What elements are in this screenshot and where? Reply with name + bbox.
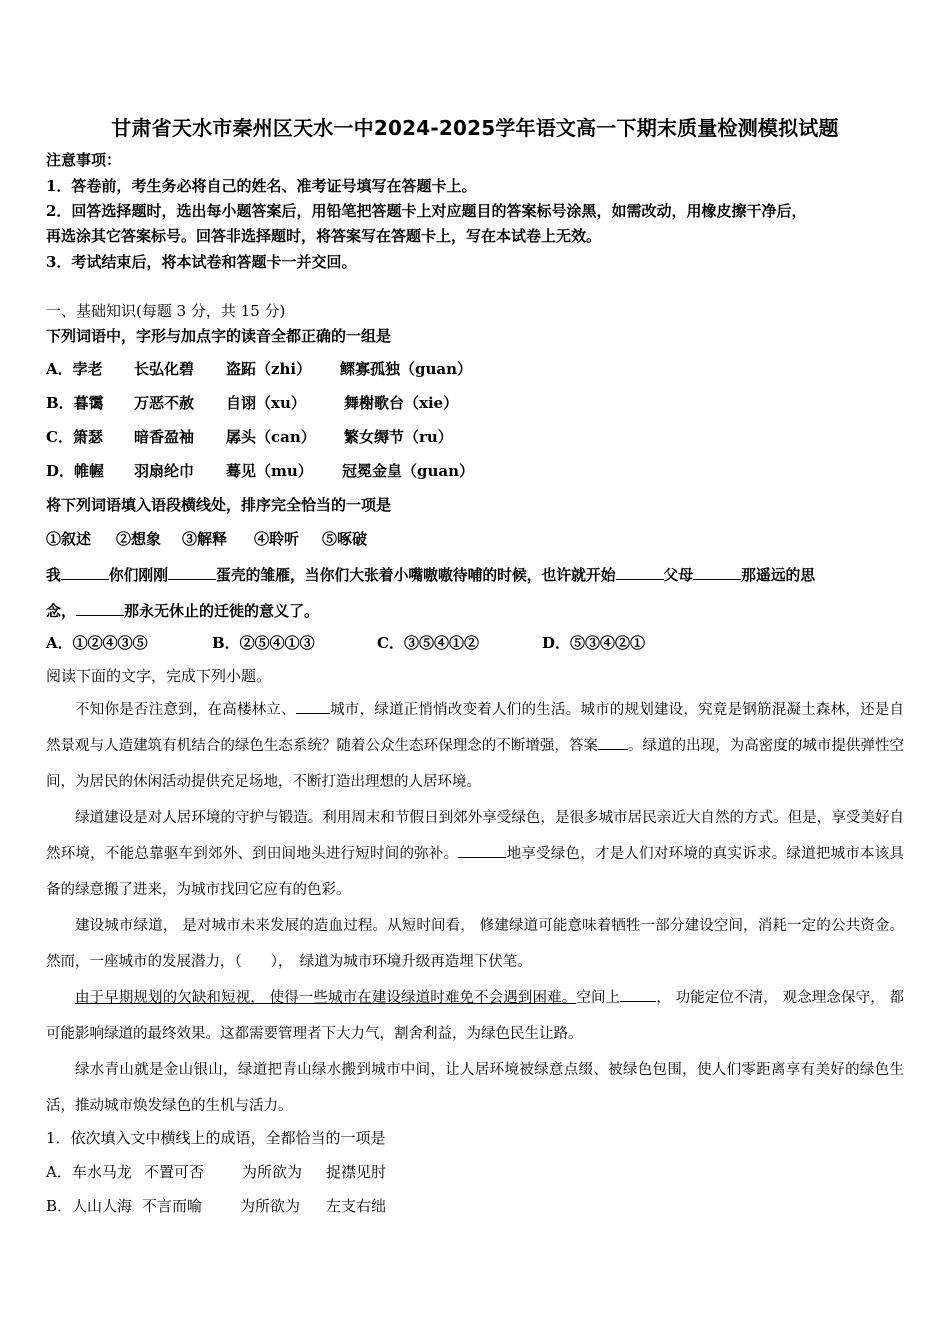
q1-option-a	[46, 359, 472, 379]
sentence-part: 念，	[46, 602, 77, 620]
word-item: ④聆听	[254, 530, 300, 548]
reading-paragraph-1	[46, 692, 904, 800]
option-text: C．箫瑟	[46, 428, 103, 446]
option-text: 冠冕金皇（guan）	[342, 462, 475, 480]
answer-blank	[620, 985, 656, 1002]
option-text: 捉襟见肘	[326, 1163, 387, 1181]
q1-option-d	[46, 461, 474, 481]
option-text: 为所欲为	[242, 1163, 303, 1181]
answer-blank	[168, 563, 216, 580]
option-text: 长弘化碧	[134, 360, 195, 378]
option-text: D．帷幄	[46, 462, 105, 480]
paragraph-text: ， 功能定位不清， 观念理念保守， 都可能影响绿道的最终效果。这都需要管理者下大力气，割舍利益，为绿色民生让路。	[46, 990, 905, 1042]
option-text: A．①②④③⑤	[46, 634, 148, 652]
option-text: 为所欲为	[240, 1197, 301, 1215]
q2-sentence-line2	[46, 599, 319, 621]
paragraph-text: 地享受绿色，才是人们对环境的真实诉求。绿道把城市本该具备的绿意搬了进来，为城市找回它应有的色彩。	[46, 846, 905, 898]
answer-blank	[61, 563, 109, 580]
sentence-part: 父母	[663, 567, 694, 584]
section-heading: 一、基础知识(每题 3 分，共 15 分)	[46, 302, 286, 320]
option-text: 自诩（xu）	[226, 394, 306, 412]
q1-option-c	[46, 427, 453, 447]
paragraph-text: 不知你是否注意到，在高楼林立、	[75, 702, 296, 718]
reading-paragraph-2	[46, 800, 904, 908]
option-text: B．②⑤④①③	[212, 634, 315, 652]
question-stem: 将下列词语填入语段横线处，排序完全恰当的一项是	[46, 496, 392, 514]
reading-paragraph-4	[46, 980, 904, 1052]
option-text: 繁女缛节（ru）	[344, 428, 453, 446]
option-text: 鳏寡孤独（guan）	[340, 360, 473, 378]
option-text: 孱头（can）	[226, 428, 316, 446]
reading-paragraph-5: 绿水青山就是金山银山，绿道把青山绿水搬到城市中间，让人居环境被绿意点缀、被绿色包围，使人们零距离享有美好的绿色生活，推动城市焕发绿色的生机与活力。	[46, 1062, 904, 1114]
word-item: ①叙述	[46, 530, 92, 548]
page-title: 甘肃省天水市秦州区天水一中2024-2025学年语文高一下期末质量检测模拟试题	[111, 116, 839, 140]
option-text: 盗跖（zhi）	[226, 360, 312, 378]
notice-heading: 注意事项：	[46, 151, 122, 169]
word-item: ⑤啄破	[322, 530, 368, 548]
q2-word-list	[46, 529, 367, 549]
sentence-part: 我	[46, 567, 61, 584]
q1-option-b	[46, 393, 458, 413]
notice-item: 3．考试结束后，将本试卷和答题卡一并交回。	[46, 253, 357, 271]
sentence-part: 你们刚刚	[108, 567, 169, 584]
paragraph-text: 。绿道的出现，为高密度的城市提供弹性空间，为居民的休闲活动提供充足场地，不断打造出理想的人居环境。	[46, 738, 904, 790]
option-text: 蓦见（mu）	[226, 462, 313, 480]
question-stem: 下列词语中，字形与加点字的读音全都正确的一组是	[46, 327, 392, 345]
option-text: A．孛老	[46, 360, 103, 378]
q2-options	[46, 633, 645, 653]
option-text: 不言而喻	[142, 1197, 203, 1215]
option-text: 暗香盈袖	[134, 428, 195, 446]
notice-item: 再选涂其它答案标号。回答非选择题时，将答案写在答题卡上，写在本试卷上无效。	[46, 227, 602, 245]
answer-blank	[76, 599, 124, 616]
reading-paragraph-3: 建设城市绿道， 是对城市未来发展的造血过程。从短时间看， 修建绿道可能意味着牺牲一部分建设空间，消耗一定的公共资金。然而，一座城市的发展潜力，（ ）， 绿道为城市环境升级再造埋下伏笔。	[46, 918, 904, 970]
underlined-sentence: 由于早期规划的欠缺和短视， 使得一些城市在建设绿道时难免不会遇到困难。	[75, 990, 577, 1006]
option-text: C．③⑤④①②	[377, 634, 479, 652]
question-stem: 1．依次填入文中横线上的成语，全都恰当的一项是	[46, 1129, 386, 1147]
answer-blank	[458, 841, 506, 858]
option-text: 不置可否	[144, 1163, 205, 1181]
reading-intro: 阅读下面的文字，完成下列小题。	[46, 667, 272, 685]
paragraph-text: 空间上	[576, 990, 621, 1006]
paragraph-text: 城市，绿道正悄悄改变着人们的生活。城市的规划建设，究竟是钢筋混凝土森林，还是自然景观与人造建筑有机结合的绿色生态系统？随着公众生态环保理念的不断增强，答案	[46, 702, 905, 754]
q3-option-a	[46, 1162, 386, 1182]
q2-sentence-line1	[46, 563, 815, 586]
option-text: 万恶不赦	[134, 394, 195, 412]
sentence-part: 蛋壳的雏雁，当你们大张着小嘴嗷嗷待哺的时候，也许就开始	[216, 567, 616, 584]
option-text: 羽扇纶巾	[134, 462, 195, 480]
word-item: ②想象	[116, 530, 162, 548]
option-text: B．暮霭	[46, 394, 104, 412]
option-text: D．⑤③④②①	[542, 634, 646, 652]
q3-option-b	[46, 1196, 386, 1216]
notice-item: 1．答卷前，考生务必将自己的姓名、准考证号填写在答题卡上。	[46, 177, 477, 195]
option-text: 舞榭歌台（xie）	[344, 394, 459, 412]
option-text: A．车水马龙	[46, 1163, 132, 1181]
word-item: ③解释	[182, 530, 228, 548]
sentence-part: 那永无休止的迁徙的意义了。	[124, 602, 320, 620]
answer-blank	[693, 563, 741, 580]
paragraph-text: 绿道建设是对人居环境的守护与锻造。利用周末和节假日到郊外享受绿色，是很多城市居民亲近大自然的方式。但是，享受美好自然环境，不能总靠驱车到郊外、到田间地头进行短时间的弥补。	[46, 810, 904, 862]
answer-blank	[616, 563, 664, 580]
sentence-part: 那遥远的思	[741, 567, 816, 584]
answer-blank	[598, 733, 628, 750]
option-text: B．人山人海	[46, 1197, 133, 1215]
option-text: 左支右绌	[326, 1197, 387, 1215]
notice-item: 2．回答选择题时，选出每小题答案后，用铅笔把答题卡上对应题目的答案标号涂黑，如需改动，用橡皮擦干净后，	[46, 202, 807, 220]
answer-blank	[296, 697, 330, 714]
